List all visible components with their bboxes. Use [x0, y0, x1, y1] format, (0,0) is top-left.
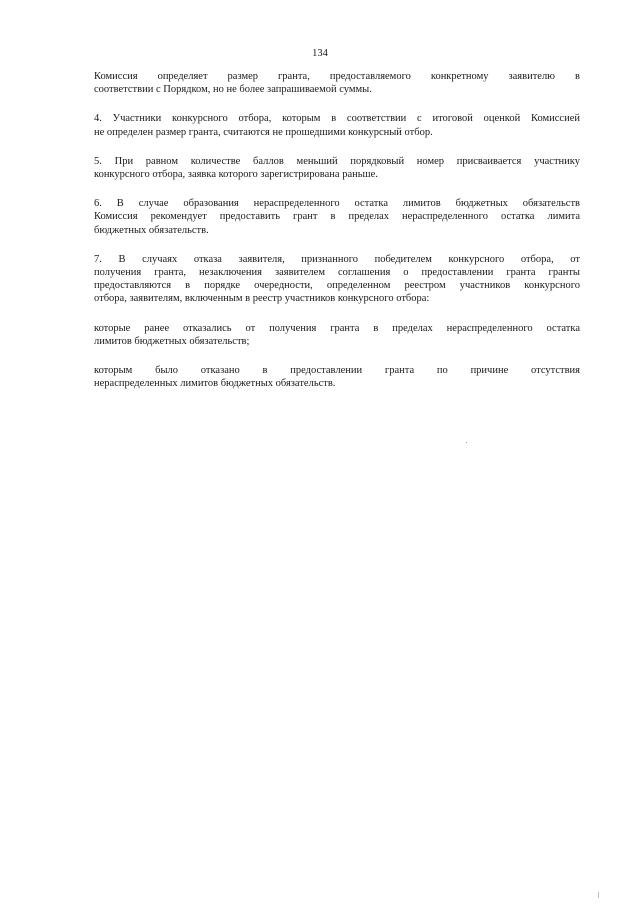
paragraph-grant-size	[94, 70, 580, 96]
text-line: предоставляются в порядке очередности, определенном реестром участников конкурсного	[94, 280, 580, 292]
paragraph-item-6	[94, 197, 580, 237]
text-line: получения гранта, незаключения заявителем соглашения о предоставлении гранта гранты	[94, 267, 580, 279]
paragraph-refused-earlier	[94, 322, 580, 348]
text-line: отбора, заявителям, включенным в реестр участников конкурсного отбора:	[94, 293, 430, 305]
text-line: Комиссия определяет размер гранта, предоставляемого конкретному заявителю в	[94, 71, 580, 82]
paragraph-item-4	[94, 112, 580, 138]
scan-speck	[466, 442, 467, 443]
paragraph-denied-limits	[94, 364, 580, 390]
text-line: которые ранее отказались от получения гранта в пределах нераспределенного остатка	[94, 322, 580, 334]
page-number: 134	[312, 48, 328, 59]
text-line: которым было отказано в предоставлении гранта по причине отсутствия	[94, 365, 580, 377]
text-line: конкурсного отбора, заявка которого зарегистрирована раньше.	[94, 169, 378, 181]
text-line: 4. Участники конкурсного отбора, которым в соответствии с итоговой оценкой Комиссией	[94, 113, 580, 125]
text-line: соответствии с Порядком, но не более запрашиваемой суммы.	[94, 84, 372, 96]
text-line: 6. В случае образования нераспределенного остатка лимитов бюджетных обязательств	[94, 198, 580, 210]
paragraph-item-5	[94, 155, 580, 181]
text-line: бюджетных обязательств.	[94, 224, 209, 236]
text-line: 7. В случаях отказа заявителя, признанного победителем конкурсного отбора, от	[94, 253, 580, 265]
document-body	[94, 70, 580, 406]
scan-speck	[598, 892, 599, 898]
text-line: нераспределенных лимитов бюджетных обязательств.	[94, 378, 336, 390]
text-line: 5. При равном количестве баллов меньший порядковый номер присваивается участнику	[94, 155, 580, 167]
text-line: лимитов бюджетных обязательств;	[94, 335, 250, 347]
text-line: не определен размер гранта, считаются не прошедшими конкурсный отбор.	[94, 126, 433, 138]
text-line: Комиссия рекомендует предоставить грант в пределах нераспределенного остатка лимита	[94, 211, 580, 223]
paragraph-item-7	[94, 253, 580, 306]
